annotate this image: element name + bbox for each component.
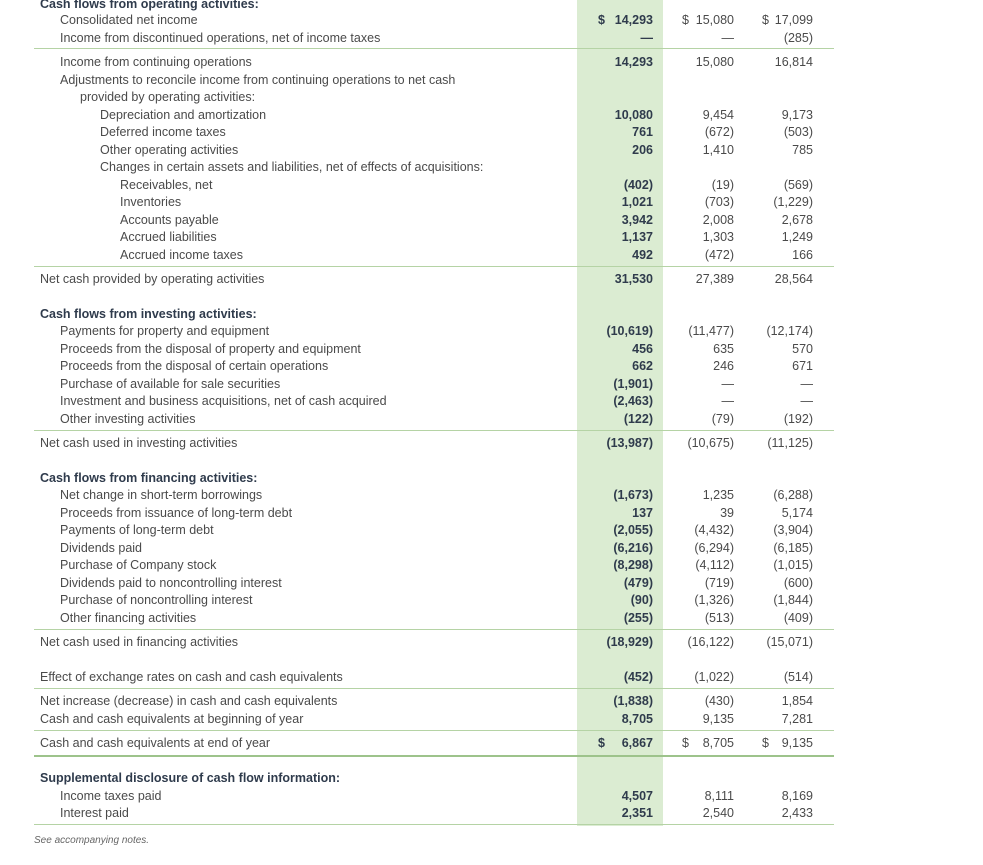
divider (34, 266, 834, 267)
divider (34, 688, 834, 689)
row-cash-end: Cash and cash equivalents at end of year $ 6,867 $ 8,705 $ 9,135 (40, 736, 813, 750)
row-adjustments-label: Adjustments to reconcile income from continuing operations to net cash (60, 73, 456, 87)
financing-heading: Cash flows from financing activities: (40, 471, 258, 485)
currency-symbol: $ (598, 736, 605, 750)
row-income-continuing: Income from continuing operations 14,293 15,080 16,814 (60, 55, 813, 69)
row-consolidated-net-income: Consolidated net income $ 14,293 $ 15,080 $ 17,099 (60, 13, 813, 27)
row-accounts-payable: Accounts payable 3,942 2,008 2,678 (120, 213, 813, 227)
row-net-operating: Net cash provided by operating activities 31,530 27,389 28,564 (40, 272, 813, 286)
row-lt-debt-payments: Payments of long-term debt (2,055) (4,432) (3,904) (60, 523, 813, 537)
currency-symbol: $ (762, 13, 769, 27)
row-adjustments-label-cont: provided by operating activities: (80, 90, 256, 104)
supplemental-heading: Supplemental disclosure of cash flow information: (40, 771, 341, 785)
row-deferred-taxes: Deferred income taxes 761 (672) (503) (100, 125, 813, 139)
row-net-investing: Net cash used in investing activities (13,987) (10,675) (11,125) (40, 436, 813, 450)
divider (34, 430, 834, 431)
footnote: See accompanying notes. (34, 835, 150, 846)
investing-heading: Cash flows from investing activities: (40, 307, 257, 321)
row-receivables: Receivables, net (402) (19) (569) (120, 178, 813, 192)
row-lt-debt-issuance: Proceeds from issuance of long-term debt 137 39 5,174 (60, 506, 813, 520)
row-accrued-income-taxes: Accrued income taxes 492 (472) 166 (120, 248, 813, 262)
row-ppe-payments: Payments for property and equipment (10,619) (11,477) (12,174) (60, 324, 813, 338)
row-nci-purchase: Purchase of noncontrolling interest (90) (1,326) (1,844) (60, 593, 813, 607)
row-operations-disposal: Proceeds from the disposal of certain operations 662 246 671 (60, 359, 813, 373)
operating-heading: Cash flows from operating activities: (40, 0, 259, 11)
row-other-operating: Other operating activities 206 1,410 785 (100, 143, 813, 157)
row-discontinued-operations: Income from discontinued operations, net of income taxes — — (285) (60, 31, 813, 45)
row-depreciation: Depreciation and amortization 10,080 9,454 9,173 (100, 108, 813, 122)
row-acquisitions: Investment and business acquisitions, net of cash acquired (2,463) — — (60, 394, 813, 408)
currency-symbol: $ (762, 736, 769, 750)
row-other-investing: Other investing activities (122) (79) (192) (60, 412, 813, 426)
row-ppe-disposal: Proceeds from the disposal of property and equipment 456 635 570 (60, 342, 813, 356)
row-other-financing: Other financing activities (255) (513) (409) (60, 611, 813, 625)
divider (34, 730, 834, 731)
row-net-financing: Net cash used in financing activities (18,929) (16,122) (15,071) (40, 635, 813, 649)
row-dividends-paid: Dividends paid (6,216) (6,294) (6,185) (60, 541, 813, 555)
divider (34, 48, 834, 49)
row-inventories: Inventories 1,021 (703) (1,229) (120, 195, 813, 209)
row-income-taxes-paid: Income taxes paid 4,507 8,111 8,169 (60, 789, 813, 803)
row-dividends-nci: Dividends paid to noncontrolling interest (479) (719) (600) (60, 576, 813, 590)
row-interest-paid: Interest paid 2,351 2,540 2,433 (60, 806, 813, 820)
row-short-term-borrowings: Net change in short-term borrowings (1,673) 1,235 (6,288) (60, 488, 813, 502)
row-afs-securities: Purchase of available for sale securities (1,901) — — (60, 377, 813, 391)
row-changes-label: Changes in certain assets and liabilities, net of effects of acquisitions: (100, 160, 484, 174)
divider (34, 629, 834, 630)
divider (34, 824, 834, 825)
row-net-change-cash: Net increase (decrease) in cash and cash equivalents (1,838) (430) 1,854 (40, 694, 813, 708)
divider (34, 755, 834, 757)
row-accrued-liabilities: Accrued liabilities 1,137 1,303 1,249 (120, 230, 813, 244)
row-stock-purchase: Purchase of Company stock (8,298) (4,112) (1,015) (60, 558, 813, 572)
currency-symbol: $ (682, 13, 689, 27)
currency-symbol: $ (682, 736, 689, 750)
currency-symbol: $ (598, 13, 605, 27)
row-exchange-rate-effect: Effect of exchange rates on cash and cash equivalents (452) (1,022) (514) (40, 670, 813, 684)
row-cash-beginning: Cash and cash equivalents at beginning of year 8,705 9,135 7,281 (40, 712, 813, 726)
